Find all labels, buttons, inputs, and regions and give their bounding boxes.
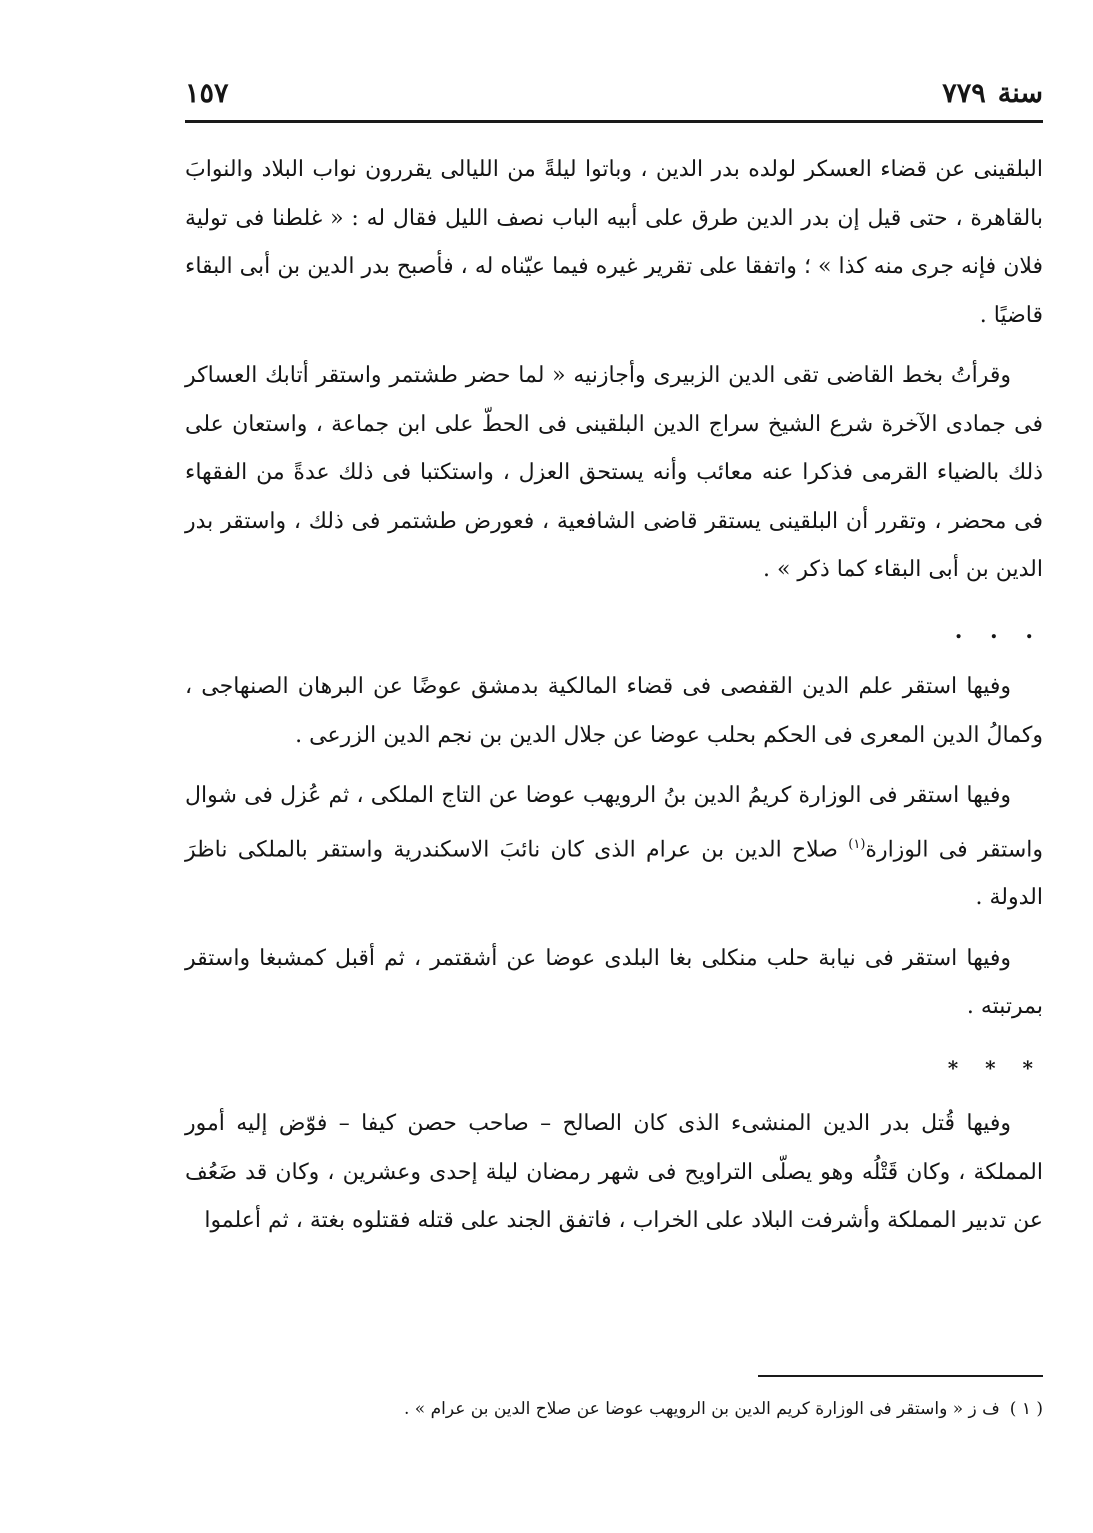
paragraph-4-part-2: صلاح الدين بن عرام الذى كان نائبَ الاسكندرية واستقر بالملكى ناظرَ الدولة . bbox=[185, 836, 1043, 911]
paragraph-4-part-1: وفيها استقر فى الوزارة كريمُ الدين بنُ الرويهب عوضا عن التاج الملكى ، ثم عُزل فى شوال واستقر فى الوزارة bbox=[185, 783, 1043, 862]
footnote-rule bbox=[758, 1375, 1043, 1377]
paragraph-6: وفيها قُتل بدر الدين المنشىء الذى كان الصالح – صاحب حصن كيفا – فوّض إليه أمور المملكة ، وكان قَتْلُه وهو يصلّى التراويح فى شهر رمضان ليلة إحدى وعشرين ، وكان قد ضَعُف عن تدبير المملكة وأشرفت البلاد على الخراب ، فاتفق الجند على قتله فقتلوه بغتة ، ثم أعلموا bbox=[185, 1111, 1043, 1234]
footnote-text: ف ز « واستقر فى الوزارة كريم الدين بن الرويهب عوضا عن صلاح الدين بن عرام » . bbox=[403, 1399, 1000, 1419]
running-head-year: ٧٧٩ bbox=[942, 78, 986, 109]
paragraph-5: وفيها استقر فى نيابة حلب منكلى بغا البلدى عوضا عن أشقتمر ، ثم أقبل كمشبغا واستقر بمرتبته . bbox=[185, 945, 1043, 1020]
page-number: ١٥٧ bbox=[185, 78, 229, 109]
paragraph-3: وفيها استقر علم الدين القفصى فى قضاء المالكية بدمشق عوضًا عن البرهان الصنهاجى ، وكمالُ الدين المعرى فى الحكم بحلب عوضا عن جلال الدين بن نجم الدين الزرعى . bbox=[185, 674, 1043, 748]
main-text bbox=[185, 146, 1043, 1246]
stars-separator: * * * bbox=[947, 1055, 1043, 1080]
footnote-reference[interactable]: (١) bbox=[848, 836, 866, 852]
footnote-number: ( ١ ) bbox=[1009, 1399, 1043, 1419]
footnote bbox=[185, 1396, 1043, 1422]
dots-separator: . . . bbox=[954, 617, 1043, 644]
page-header bbox=[185, 78, 1043, 120]
header-rule bbox=[185, 120, 1043, 123]
running-head-word: سنة bbox=[997, 78, 1043, 109]
paragraph-4 bbox=[185, 772, 1043, 923]
paragraph-2: وقرأتُ بخط القاضى تقى الدين الزبيرى وأجازنيه « لما حضر طشتمر واستقر أتابك العساكر فى جمادى الآخرة شرع الشيخ سراج الدين البلقينى فى الحطّ على ابن جماعة ، واستعان على ذلك بالضياء القرمى فذكرا عنه معائب وأنه يستحق العزل ، واستكتبا فى ذلك عدةً من الفقهاء فى محضر ، وتقرر أن البلقينى يستقر قاضى الشافعية ، فعورض طشتمر فى ذلك ، واستقر بدر الدين بن أبى البقاء كما ذكر » . bbox=[185, 363, 1043, 582]
running-head bbox=[930, 78, 1043, 109]
paragraph-1: البلقينى عن قضاء العسكر لولده بدر الدين ، وباتوا ليلةً من الليالى يقررون نواب البلاد والنوابَ بالقاهرة ، حتى قيل إن بدر الدين طرق على أبيه الباب نصف الليل فقال له : « غلطنا فى تولية فلان فإنه جرى منه كذا » ؛ واتفقا على تقرير غيره فيما عيّناه له ، فأصبح بدر الدين بن أبى البقاء قاضيًا . bbox=[185, 157, 1043, 328]
